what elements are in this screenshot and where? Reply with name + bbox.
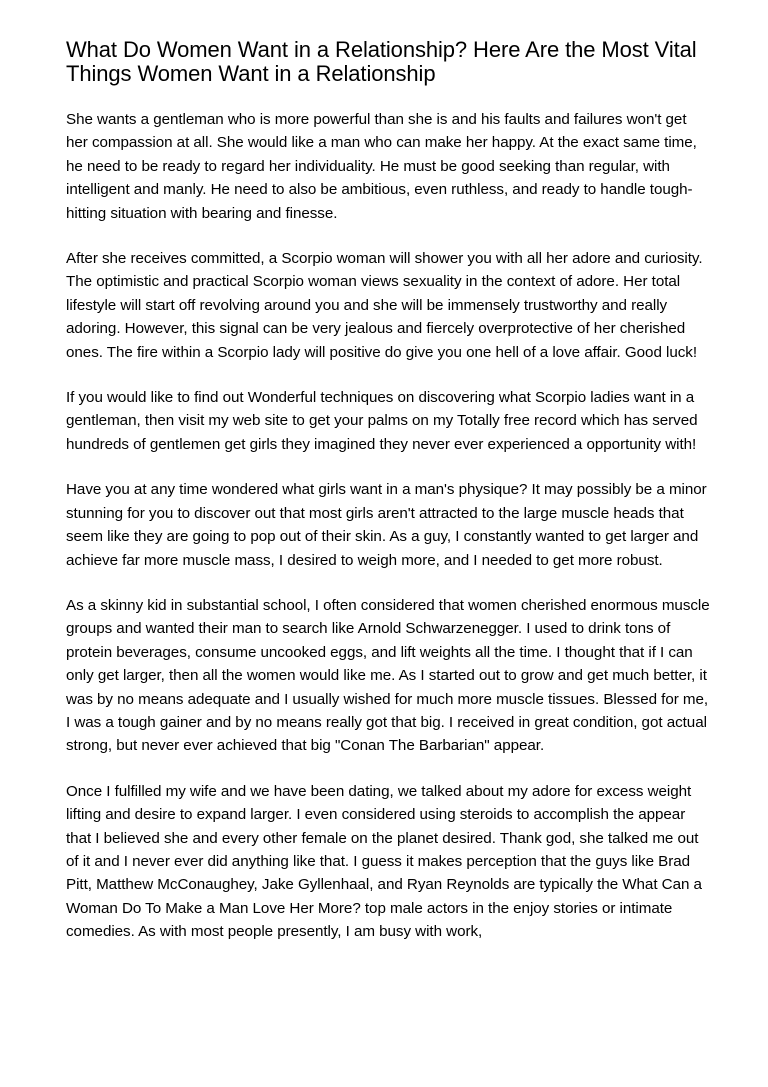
paragraph-2: After she receives committed, a Scorpio woman will shower you with all her adore and curiosity. The optimistic and practical Scorpio woman views sexuality in the context of adore. Her total lifestyle will start off revolving around you and she will be immensely trustworthy and really adoring. However, this signal can be very jealous and fiercely overprotective of her cherished ones. The fire within a Scorpio lady will positive do give you one hell of a love affair. Good luck! xyxy=(66,250,703,361)
paragraph-6: Once I fulfilled my wife and we have been dating, we talked about my adore for excess weight lifting and desire to expand larger. I even considered using steroids to accomplish the appear that I believed she and every other female on the planet desired. Thank god, she talked me out of it and I never ever did anything like that. I guess it makes perception that the guys like Brad Pitt, Matthew McConaughey, Jake Gyllenhaal, and Ryan Reynolds are typically the What Can a Woman Do To Make a Man Love Her More? top male actors in the enjoy stories or intimate comedies. As with most people presently, I am busy with work, xyxy=(66,782,702,941)
paragraph-1: She wants a gentleman who is more powerful than she is and his faults and failures won't get her compassion at all. She would like a man who can make her happy. At the exact same time, he need to be ready to regard her individuality. He must be good seeking than regular, with intelligent and manly. He need to also be ambitious, even ruthless, and ready to handle tough-hitting situation with bearing and finesse. xyxy=(66,111,697,222)
paragraph-5: As a skinny kid in substantial school, I often considered that women cherished enormous muscle groups and wanted their man to search like Arnold Schwarzenegger. I used to drink tons of protein beverages, consume uncooked eggs, and lift weights all the time. I thought that if I can only get larger, then all the women would like me. As I started out to grow and get much better, it was by no means adequate and I usually wished for much more muscle tissues. Blessed for me, I was a tough gainer and by no means really got that big. I received in great condition, got actual strong, but never ever achieved that big "Conan The Barbarian" appear. xyxy=(66,596,710,755)
page-title: What Do Women Want in a Relationship? Here Are the Most Vital Things Women Want in a Relationship xyxy=(66,37,697,86)
document-page xyxy=(66,38,712,966)
paragraph-4: Have you at any time wondered what girls want in a man's physique? It may possibly be a minor stunning for you to discover out that most girls aren't attracted to the large muscle heads that seem like they are going to pop out of their skin. As a guy, I constantly wanted to get larger and achieve far more muscle mass, I desired to weigh more, and I needed to get more robust. xyxy=(66,481,707,569)
paragraph-3: If you would like to find out Wonderful techniques on discovering what Scorpio ladies want in a gentleman, then visit my web site to get your palms on my Totally free record which has served hundreds of gentlemen get girls they imagined they never ever experienced a opportunity with! xyxy=(66,389,698,453)
